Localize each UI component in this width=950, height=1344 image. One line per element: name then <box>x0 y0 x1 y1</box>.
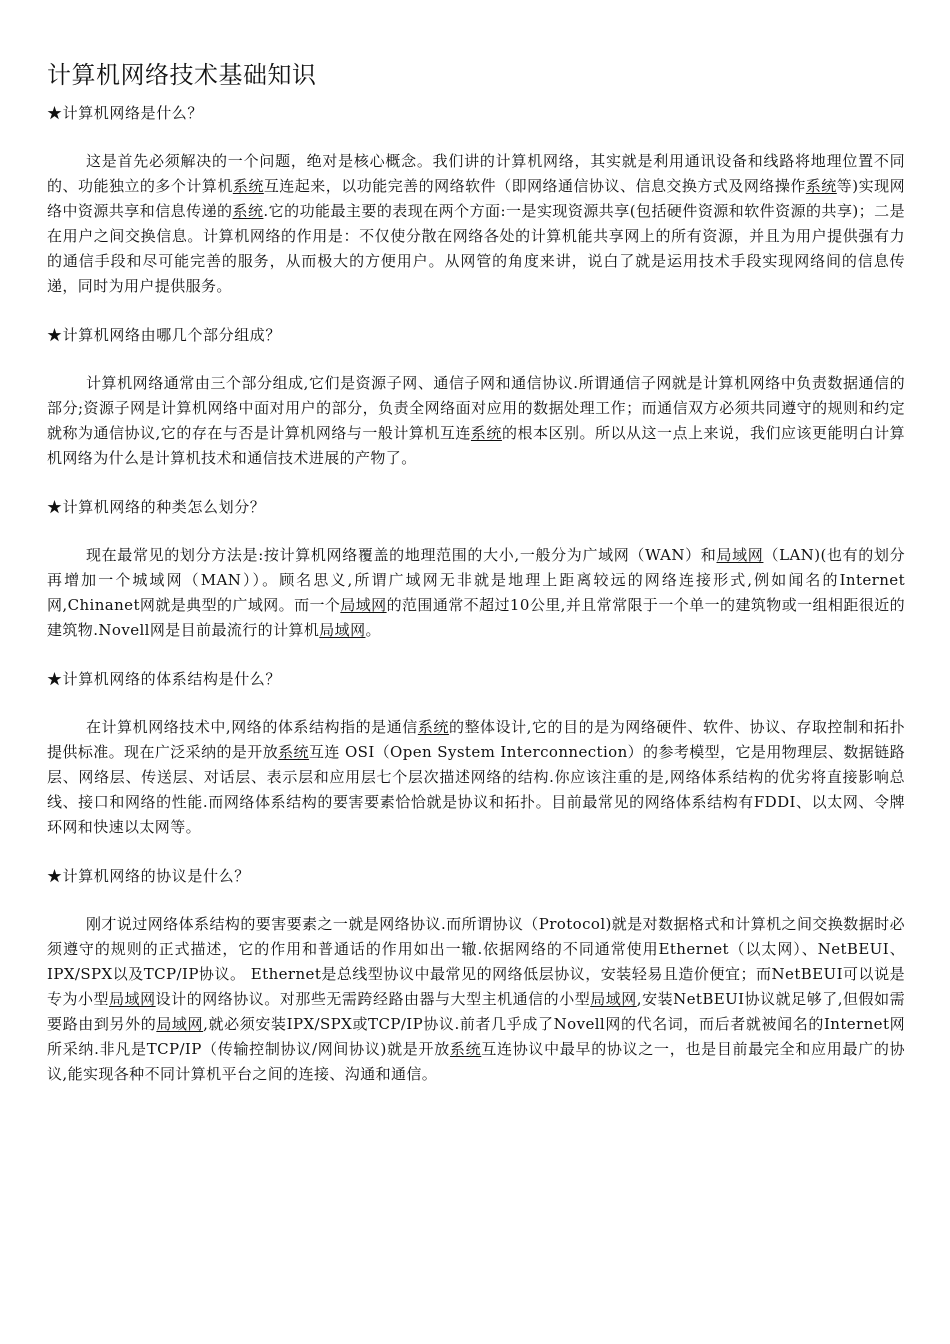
section-heading: ★计算机网络由哪几个部分组成？ <box>47 326 282 344</box>
section-heading: ★计算机网络的体系结构是什么？ <box>47 670 282 688</box>
text-run: 的范围通常不超过10公里,并且常常限于一个单一的建筑物或一组相距很近的建筑物.Novell网是目前最流行的计算机 <box>47 596 906 639</box>
section-paragraph <box>47 543 905 643</box>
section-network-types <box>47 495 905 643</box>
section-network-components <box>47 323 905 471</box>
underlined-term: 局域网 <box>340 596 387 614</box>
text-run: 的整体设计,它的目的是为网络硬件、软件、协议、存取控制和拓扑提供标准。现在广泛采纳的是开放 <box>47 718 905 761</box>
document-title: 计算机网络技术基础知识 <box>47 61 317 89</box>
text-run: 互连协议中最早的协议之一，也是目前最完全和应用最广的协议,能实现各种不同计算机平台之间的连接、沟通和通信。 <box>47 1040 905 1083</box>
underlined-term: 系统 <box>449 1040 482 1058</box>
text-run: 在计算机网络技术中,网络的体系结构指的是通信 <box>86 718 418 736</box>
section-network-protocols <box>47 864 905 1087</box>
section-what-is-network <box>47 101 905 299</box>
underlined-term: 系统 <box>470 424 502 442</box>
section-heading: ★计算机网络的种类怎么划分？ <box>47 498 266 516</box>
text-run: 。 <box>365 621 381 639</box>
section-paragraph <box>47 912 905 1087</box>
text-run: ,就必须安装IPX/SPX或TCP/IP协议.前者几乎成了Novell网的代名词，而后者就被闻名的Internet网所采纳.非凡是TCP/IP（传输控制协议/网间协议)就是开放 <box>47 1015 906 1058</box>
text-run: 设计的网络协议。对那些无需跨经路由器与大型主机通信的小型 <box>155 990 591 1008</box>
underlined-term: 局域网 <box>109 990 156 1008</box>
text-run: （LAN)(也有的划分再增加一个城域网（MAN））。顾名思义,所谓广域网无非就是地理上距离较远的网络连接形式,例如闻名的Internet网,Chinanet网就是典型的广域网。而一个 <box>47 546 905 614</box>
text-run: 等)实现网络中资源共享和信息传递的 <box>47 177 905 220</box>
text-run: 刚才说过网络体系结构的要害要素之一就是网络协议.而所谓协议（Protocol)就是对数据格式和计算机之间交换数据时必须遵守的规则的正式描述，它的作用和普通话的作用如出一辙.依据网络的不同通常使用Ethernet（以太网）、NetBEUI、IPX/SPX以及TCP/IP协议。 Ethernet是总线型协议中最常见的网络低层协议，安装轻易且造价便宜；而NetBEUI可以说是专为小型 <box>47 915 905 1008</box>
section-heading: ★计算机网络的协议是什么？ <box>47 867 250 885</box>
underlined-term: 系统 <box>232 177 264 195</box>
underlined-term: 局域网 <box>156 1015 204 1033</box>
text-run: ,安装NetBEUI协议就足够了,但假如需要路由到另外的 <box>47 990 905 1033</box>
underlined-term: 局域网 <box>590 990 637 1008</box>
section-heading: ★计算机网络是什么？ <box>47 104 204 122</box>
document-page <box>47 58 905 1087</box>
text-run: 互连 OSI（Open System Interconnection）的参考模型，它是用物理层、数据链路层、网络层、传送层、对话层、表示层和应用层七个层次描述网络的结构.你应该注重的是,网络体系结构的优劣将直接影响总线、接口和网络的性能.而网络体系结构的要害要素恰恰就是协议和拓扑。目前最常见的网络体系结构有FDDI、以太网、令牌环网和快速以太网等。 <box>47 743 905 836</box>
underlined-term: 局域网 <box>716 546 764 564</box>
text-run: .它的功能最主要的表现在两个方面:一是实现资源共享(包括硬件资源和软件资源的共享)；二是在用户之间交换信息。计算机网络的作用是：不仅使分散在网络各处的计算机能共享网上的所有资源，并且为用户提供强有力的通信手段和尽可能完善的服务，从而极大的方便用户。从网管的角度来讲，说白了就是运用技术手段实现网络间的信息传递，同时为用户提供服务。 <box>47 202 905 295</box>
underlined-term: 系统 <box>232 202 264 220</box>
section-paragraph <box>47 715 905 840</box>
section-paragraph <box>47 371 905 471</box>
underlined-term: 系统 <box>278 743 309 761</box>
underlined-term: 局域网 <box>319 621 366 639</box>
text-run: 互连起来，以功能完善的网络软件（即网络通信协议、信息交换方式及网络操作 <box>263 177 806 195</box>
section-network-architecture <box>47 667 905 840</box>
section-paragraph <box>47 149 905 299</box>
underlined-term: 系统 <box>805 177 837 195</box>
text-run: 的根本区别。所以从这一点上来说，我们应该更能明白计算机网络为什么是计算机技术和通信技术进展的产物了。 <box>47 424 905 467</box>
text-run: 这是首先必须解决的一个问题，绝对是核心概念。我们讲的计算机网络，其实就是利用通讯设备和线路将地理位置不同的、功能独立的多个计算机 <box>47 152 905 195</box>
underlined-term: 系统 <box>417 718 449 736</box>
text-run: 现在最常见的划分方法是:按计算机网络覆盖的地理范围的大小,一般分为广域网（WAN）和 <box>86 546 717 564</box>
text-run: 计算机网络通常由三个部分组成,它们是资源子网、通信子网和通信协议.所谓通信子网就是计算机网络中负责数据通信的部分;资源子网是计算机网络中面对用户的部分，负责全网络面对应用的数据处理工作；而通信双方必须共同遵守的规则和约定就称为通信协议,它的存在与否是计算机网络与一般计算机互连 <box>47 374 905 442</box>
